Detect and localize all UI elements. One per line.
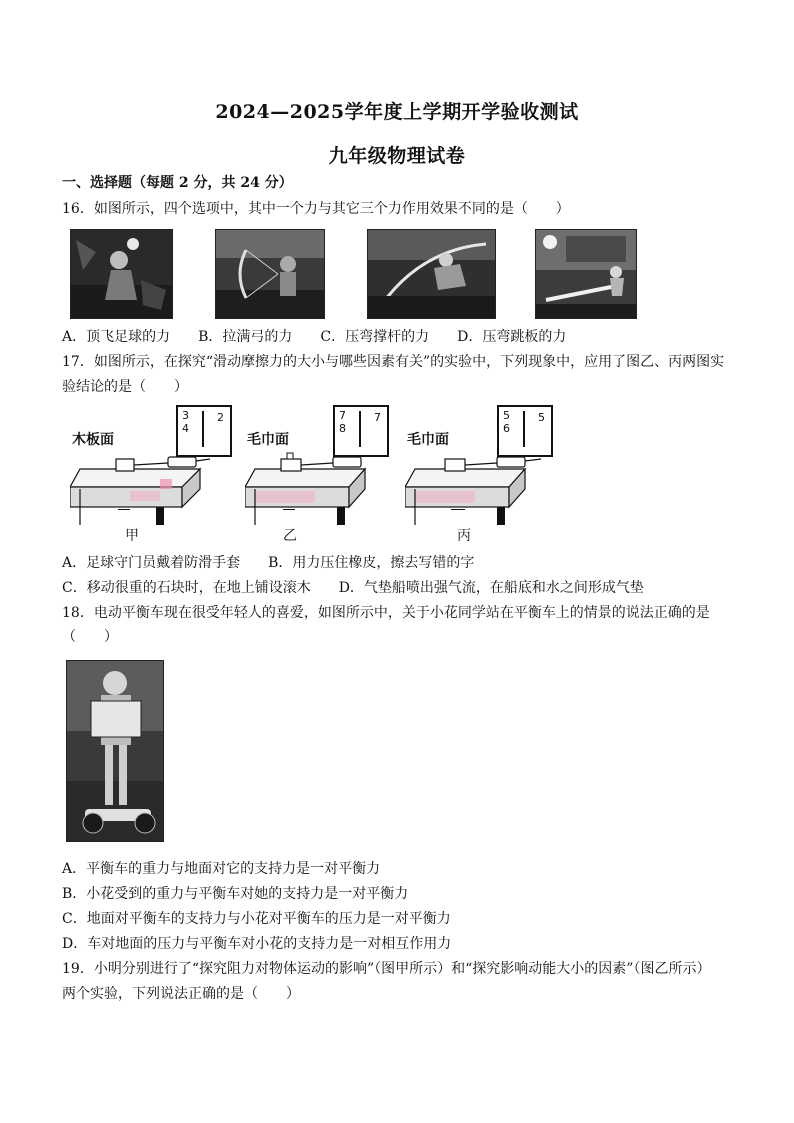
archer-bow-photo — [215, 229, 325, 319]
balance-scooter-photo — [66, 660, 164, 842]
friction-figure-jia — [70, 405, 240, 545]
exam-title: 2024—2025学年度上学期开学验收测试 — [215, 101, 579, 123]
scale-tick-label: 8 — [339, 422, 346, 435]
q18-stem-line1: 18．电动平衡车现在很受年轻人的喜爱，如图所示中，关于小花同学站在平衡车上的情景的说法正确的是 — [62, 605, 710, 621]
q18-option-c: C．地面对平衡车的支持力与小花对平衡车的压力是一对平衡力 — [62, 911, 451, 927]
friction-figure-yi — [245, 405, 415, 545]
section-heading: 一、选择题（每题 2 分，共 24 分） — [62, 175, 293, 191]
surface-label: 木板面 — [72, 432, 114, 448]
figure-caption: 乙 — [283, 528, 297, 544]
q18-option-a: A．平衡车的重力与地面对它的支持力是一对平衡力 — [62, 861, 381, 877]
q17-options-line1: A．足球守门员戴着防滑手套 B．用力压住橡皮，擦去写错的字 — [62, 555, 475, 571]
scale-tick-label: 6 — [503, 422, 510, 435]
scale-tick-label: 3 — [182, 409, 189, 422]
exam-subtitle: 九年级物理试卷 — [328, 145, 466, 167]
q17-stem-line2: 验结论的是（ ） — [62, 379, 188, 395]
scale-tick-label: 2 — [217, 411, 224, 424]
scale-tick-label: 7 — [339, 409, 346, 422]
q17-options-line2: C．移动很重的石块时，在地上铺设滚木 D．气垫船喷出强气流，在船底和水之间形成气垫 — [62, 580, 644, 596]
q17-stem-line1: 17．如图所示，在探究“滑动摩擦力的大小与哪些因素有关”的实验中，下列现象中，应用了图乙、丙两图实 — [62, 354, 725, 370]
q16-stem: 16．如图所示，四个选项中，其中一个力与其它三个力作用效果不同的是（ ） — [62, 201, 570, 217]
friction-figure-bing — [405, 405, 575, 545]
figure-caption: 丙 — [457, 528, 471, 544]
scale-tick-label: 5 — [538, 411, 545, 424]
q18-stem-line2: （ ） — [62, 629, 118, 645]
q16-options: A．顶飞足球的力 B．拉满弓的力 C．压弯撑杆的力 D．压弯跳板的力 — [62, 329, 567, 345]
scale-tick-label: 4 — [182, 422, 189, 435]
football-header-photo — [70, 229, 173, 319]
figure-caption: 甲 — [125, 528, 139, 544]
pole-vault-photo — [367, 229, 496, 319]
surface-label: 毛巾面 — [407, 432, 449, 448]
q18-option-b: B．小花受到的重力与平衡车对她的支持力是一对平衡力 — [62, 886, 409, 902]
q19-stem-line1: 19．小明分别进行了“探究阻力对物体运动的影响”（图甲所示）和“探究影响动能大小的因素”（图乙所示） — [62, 961, 711, 977]
q18-option-d: D．车对地面的压力与平衡车对小花的支持力是一对相互作用力 — [62, 936, 452, 952]
scale-tick-label: 5 — [503, 409, 510, 422]
scale-tick-label: 7 — [374, 411, 381, 424]
springboard-photo — [535, 229, 637, 319]
surface-label: 毛巾面 — [247, 432, 289, 448]
q19-stem-line2: 两个实验，下列说法正确的是（ ） — [62, 986, 300, 1002]
